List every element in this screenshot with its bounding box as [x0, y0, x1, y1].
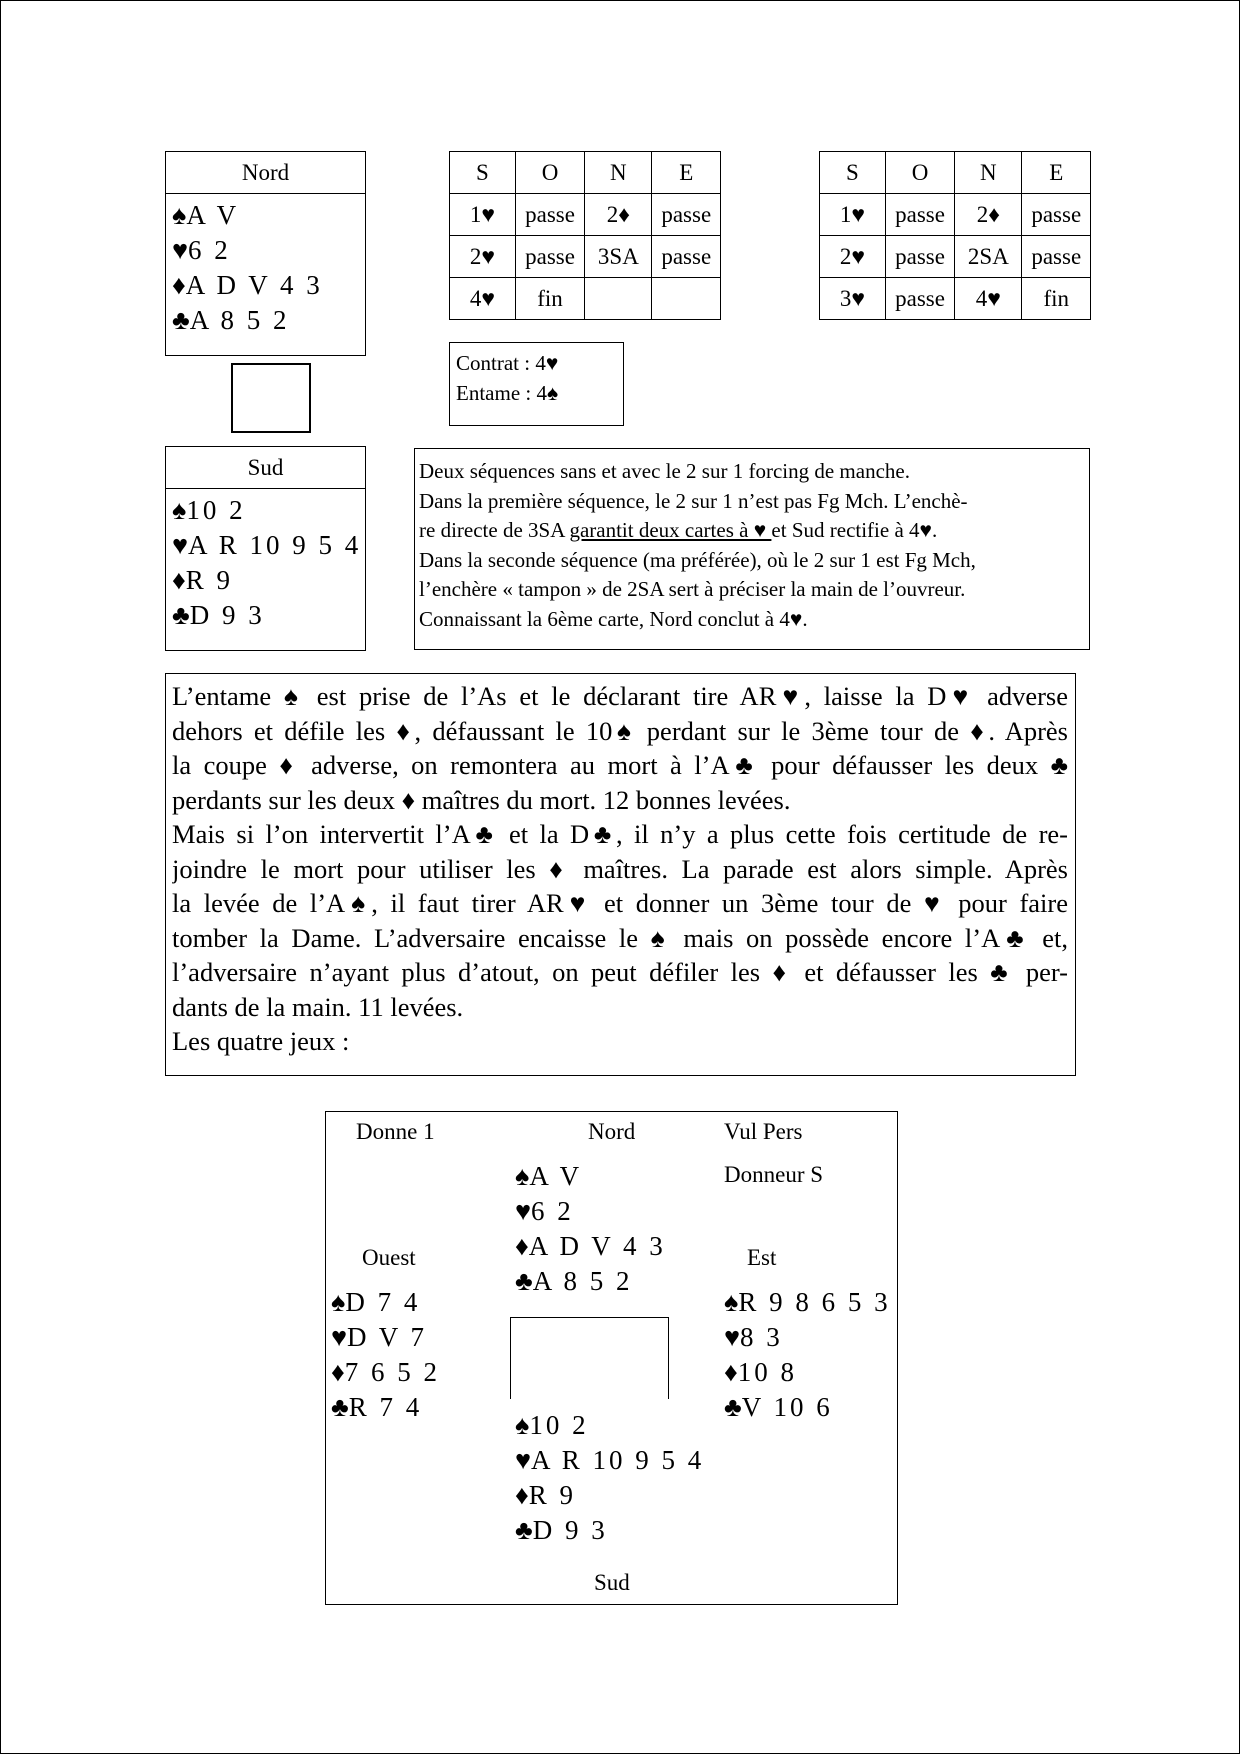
- deal-west-hand: [331, 1285, 440, 1425]
- north-spades-cards: A V: [186, 200, 240, 230]
- bid-cell: [652, 278, 721, 320]
- bidding-table-1: [449, 151, 721, 320]
- cards: 10 8: [737, 1357, 798, 1387]
- deal-vulnerability: Vul Pers: [724, 1119, 803, 1144]
- bid-cell: passe: [885, 278, 954, 320]
- cards: 6 2: [531, 1196, 574, 1226]
- diamond-icon: ♦: [515, 1231, 529, 1261]
- deal-south-spades: [515, 1408, 704, 1443]
- cards: A 8 5 2: [532, 1266, 633, 1296]
- north-hand-title: Nord: [166, 152, 365, 194]
- comment-underlined-text: garantit deux cartes à ♥: [569, 518, 772, 542]
- bid-cell: 1♥: [450, 194, 516, 236]
- bid-cell: passe: [515, 236, 584, 278]
- comment-text: et Sud rectifie à 4♥.: [771, 518, 938, 542]
- bid-cell: 1♥: [820, 194, 886, 236]
- bid-header: E: [1022, 152, 1091, 194]
- north-hand-box: [165, 151, 366, 356]
- bid-cell: fin: [515, 278, 584, 320]
- cards: 8 3: [740, 1322, 783, 1352]
- analysis-line: Mais si l’on intervertit l’A♣ et la D♣, il n’y a plus cette fois certitude de re-: [172, 819, 1068, 849]
- spade-icon: ♠: [515, 1161, 530, 1191]
- diamond-icon: ♦: [515, 1480, 529, 1510]
- bid-cell: 4♥: [955, 278, 1022, 320]
- analysis-box: [165, 673, 1076, 1076]
- deal-east-label: Est: [747, 1245, 777, 1270]
- north-hearts: [172, 233, 365, 268]
- spade-icon: ♠: [724, 1287, 739, 1317]
- club-icon: ♣: [724, 1392, 742, 1422]
- bid-cell: passe: [515, 194, 584, 236]
- comment-line: l’enchère « tampon » de 2SA sert à préciser la main de l’ouvreur.: [419, 577, 966, 601]
- bid-header: E: [652, 152, 721, 194]
- cards: 7 6 5 2: [344, 1357, 441, 1387]
- south-clubs-cards: D 9 3: [189, 600, 265, 630]
- spade-icon: ♠: [172, 200, 187, 230]
- deal-east-spades: [724, 1285, 891, 1320]
- cards: A V: [529, 1161, 583, 1191]
- spade-icon: ♠: [515, 1410, 530, 1440]
- club-icon: ♣: [515, 1515, 533, 1545]
- cards: R 9 8 6 5 3: [738, 1287, 891, 1317]
- cards: D V 7: [347, 1322, 428, 1352]
- deal-north-diamonds: [515, 1229, 666, 1264]
- south-spades: [172, 493, 365, 528]
- analysis-line: joindre le mort pour utiliser les ♦ maîtres. La parade est alors simple. Après: [172, 853, 1068, 884]
- bidding-row: [450, 194, 721, 236]
- bid-cell: passe: [652, 194, 721, 236]
- analysis-line: tomber la Dame. L’adversaire encaisse le ♠ mais on possède encore l’A♣ et,: [172, 922, 1068, 953]
- cards: A R 10 9 5 4: [531, 1445, 705, 1475]
- heart-icon: ♥: [331, 1322, 348, 1352]
- bidding-row: [820, 236, 1091, 278]
- analysis-line: Les quatre jeux :: [172, 1026, 350, 1056]
- bid-header: O: [885, 152, 954, 194]
- deal-south-hand: [515, 1408, 704, 1548]
- deal-east-hearts: [724, 1320, 891, 1355]
- south-diamonds: [172, 563, 365, 598]
- south-diamonds-cards: R 9: [185, 565, 234, 595]
- bid-cell: 2SA: [955, 236, 1022, 278]
- bidding-header-row: [820, 152, 1091, 194]
- analysis-line: la levée de l’A♠, il faut tirer AR♥ et donner un 3ème tour de ♥ pour faire: [172, 888, 1068, 918]
- diamond-icon: ♦: [724, 1357, 738, 1387]
- cards: D 9 3: [532, 1515, 608, 1545]
- heart-icon: ♥: [172, 235, 189, 265]
- club-icon: ♣: [331, 1392, 349, 1422]
- deal-north-spades: [515, 1159, 666, 1194]
- analysis-line: la coupe ♦ adverse, on remontera au mort à l’A♣ pour défausser les deux ♣: [172, 750, 1068, 780]
- heart-icon: ♥: [515, 1445, 532, 1475]
- comment-line: Deux séquences sans et avec le 2 sur 1 forcing de manche.: [419, 459, 910, 483]
- deal-south-hearts: [515, 1443, 704, 1478]
- analysis-line: perdants sur les deux ♦ maîtres du mort. 12 bonnes levées.: [172, 784, 791, 815]
- south-hearts: [172, 528, 365, 563]
- bid-header: S: [820, 152, 886, 194]
- analysis-line: L’entame ♠ est prise de l’As et le déclarant tire AR♥, laisse la D♥ adverse: [172, 681, 1068, 711]
- diamond-icon: ♦: [331, 1357, 345, 1387]
- cards: A D V 4 3: [528, 1231, 666, 1261]
- comment-line: Connaissant la 6ème carte, Nord conclut à 4♥.: [419, 606, 808, 631]
- analysis-line: dants de la main. 11 levées.: [172, 991, 464, 1022]
- north-clubs: [172, 303, 365, 338]
- bid-header: N: [955, 152, 1022, 194]
- bid-cell: 3SA: [585, 236, 652, 278]
- spade-icon: ♠: [331, 1287, 346, 1317]
- deal-north-clubs: [515, 1264, 666, 1299]
- deal-east-hand: [724, 1285, 891, 1425]
- deal-west-clubs: [331, 1390, 440, 1425]
- north-diamonds: [172, 268, 365, 303]
- deal-west-label: Ouest: [362, 1245, 416, 1270]
- cards: 10 2: [529, 1410, 589, 1440]
- bid-cell: 2♦: [585, 194, 652, 236]
- south-clubs: [172, 598, 365, 633]
- deal-north-hand: [515, 1159, 666, 1299]
- deal-west-diamonds: [331, 1355, 440, 1390]
- bidding-row: [450, 236, 721, 278]
- south-hand-title: Sud: [166, 447, 365, 489]
- bid-cell: [585, 278, 652, 320]
- comment-box: [414, 448, 1090, 650]
- cards: V 10 6: [741, 1392, 833, 1422]
- analysis-line: l’adversaire n’ayant plus d’atout, on peut défiler les ♦ et défausser les ♣ per-: [172, 957, 1068, 987]
- bidding-row: [820, 194, 1091, 236]
- north-clubs-cards: A 8 5 2: [189, 305, 290, 335]
- deal-diagram: [325, 1111, 898, 1605]
- south-hearts-cards: A R 10 9 5 4: [188, 530, 362, 560]
- north-diamonds-cards: A D V 4 3: [185, 270, 323, 300]
- bidding-table-2: [819, 151, 1091, 320]
- diamond-icon: ♦: [172, 565, 186, 595]
- deal-south-clubs: [515, 1513, 704, 1548]
- heart-icon: ♥: [515, 1196, 532, 1226]
- club-icon: ♣: [172, 600, 190, 630]
- comment-line: Dans la première séquence, le 2 sur 1 n’est pas Fg Mch. L’enchè-: [419, 488, 968, 513]
- contract-box: [449, 342, 624, 426]
- bid-header: S: [450, 152, 516, 194]
- bid-cell: passe: [1022, 194, 1091, 236]
- bidding-row: [820, 278, 1091, 320]
- north-spades: [172, 198, 365, 233]
- deal-east-clubs: [724, 1390, 891, 1425]
- lead-text: Entame : 4♠: [456, 381, 559, 405]
- diamond-icon: ♦: [172, 270, 186, 300]
- spade-icon: ♠: [172, 495, 187, 525]
- deal-west-spades: [331, 1285, 440, 1320]
- cards: R 7 4: [348, 1392, 423, 1422]
- club-icon: ♣: [515, 1266, 533, 1296]
- deal-table-square: [510, 1317, 669, 1399]
- bid-cell: 2♥: [450, 236, 516, 278]
- deal-south-label: Sud: [594, 1570, 630, 1595]
- bid-cell: passe: [652, 236, 721, 278]
- cards: R 9: [528, 1480, 577, 1510]
- comment-line: [419, 516, 1089, 546]
- deal-east-diamonds: [724, 1355, 891, 1390]
- deal-west-hearts: [331, 1320, 440, 1355]
- bid-cell: 2♥: [820, 236, 886, 278]
- bid-cell: passe: [1022, 236, 1091, 278]
- bid-cell: fin: [1022, 278, 1091, 320]
- contract-text: Contrat : 4♥: [456, 351, 559, 375]
- south-spades-cards: 10 2: [186, 495, 246, 525]
- deal-north-label: Nord: [588, 1119, 636, 1144]
- south-hand-box: [165, 446, 366, 651]
- deal-dealer: Donneur S: [724, 1162, 824, 1187]
- bid-header: O: [515, 152, 584, 194]
- deal-number: Donne 1: [356, 1119, 435, 1144]
- deal-north-hearts: [515, 1194, 666, 1229]
- bidding-header-row: [450, 152, 721, 194]
- table-square: [231, 363, 311, 433]
- bid-cell: passe: [885, 236, 954, 278]
- cards: D 7 4: [345, 1287, 421, 1317]
- club-icon: ♣: [172, 305, 190, 335]
- bid-cell: passe: [885, 194, 954, 236]
- heart-icon: ♥: [724, 1322, 741, 1352]
- bid-cell: 3♥: [820, 278, 886, 320]
- deal-south-diamonds: [515, 1478, 704, 1513]
- bid-header: N: [585, 152, 652, 194]
- bid-cell: 2♦: [955, 194, 1022, 236]
- comment-text: re directe de 3SA: [419, 518, 570, 542]
- comment-line: Dans la seconde séquence (ma préférée), où le 2 sur 1 est Fg Mch,: [419, 547, 976, 572]
- heart-icon: ♥: [172, 530, 189, 560]
- north-hearts-cards: 6 2: [188, 235, 231, 265]
- bid-cell: 4♥: [450, 278, 516, 320]
- analysis-line: dehors et défile les ♦, défaussant le 10♠ perdant sur le 3ème tour de ♦. Après: [172, 715, 1068, 746]
- bidding-row: [450, 278, 721, 320]
